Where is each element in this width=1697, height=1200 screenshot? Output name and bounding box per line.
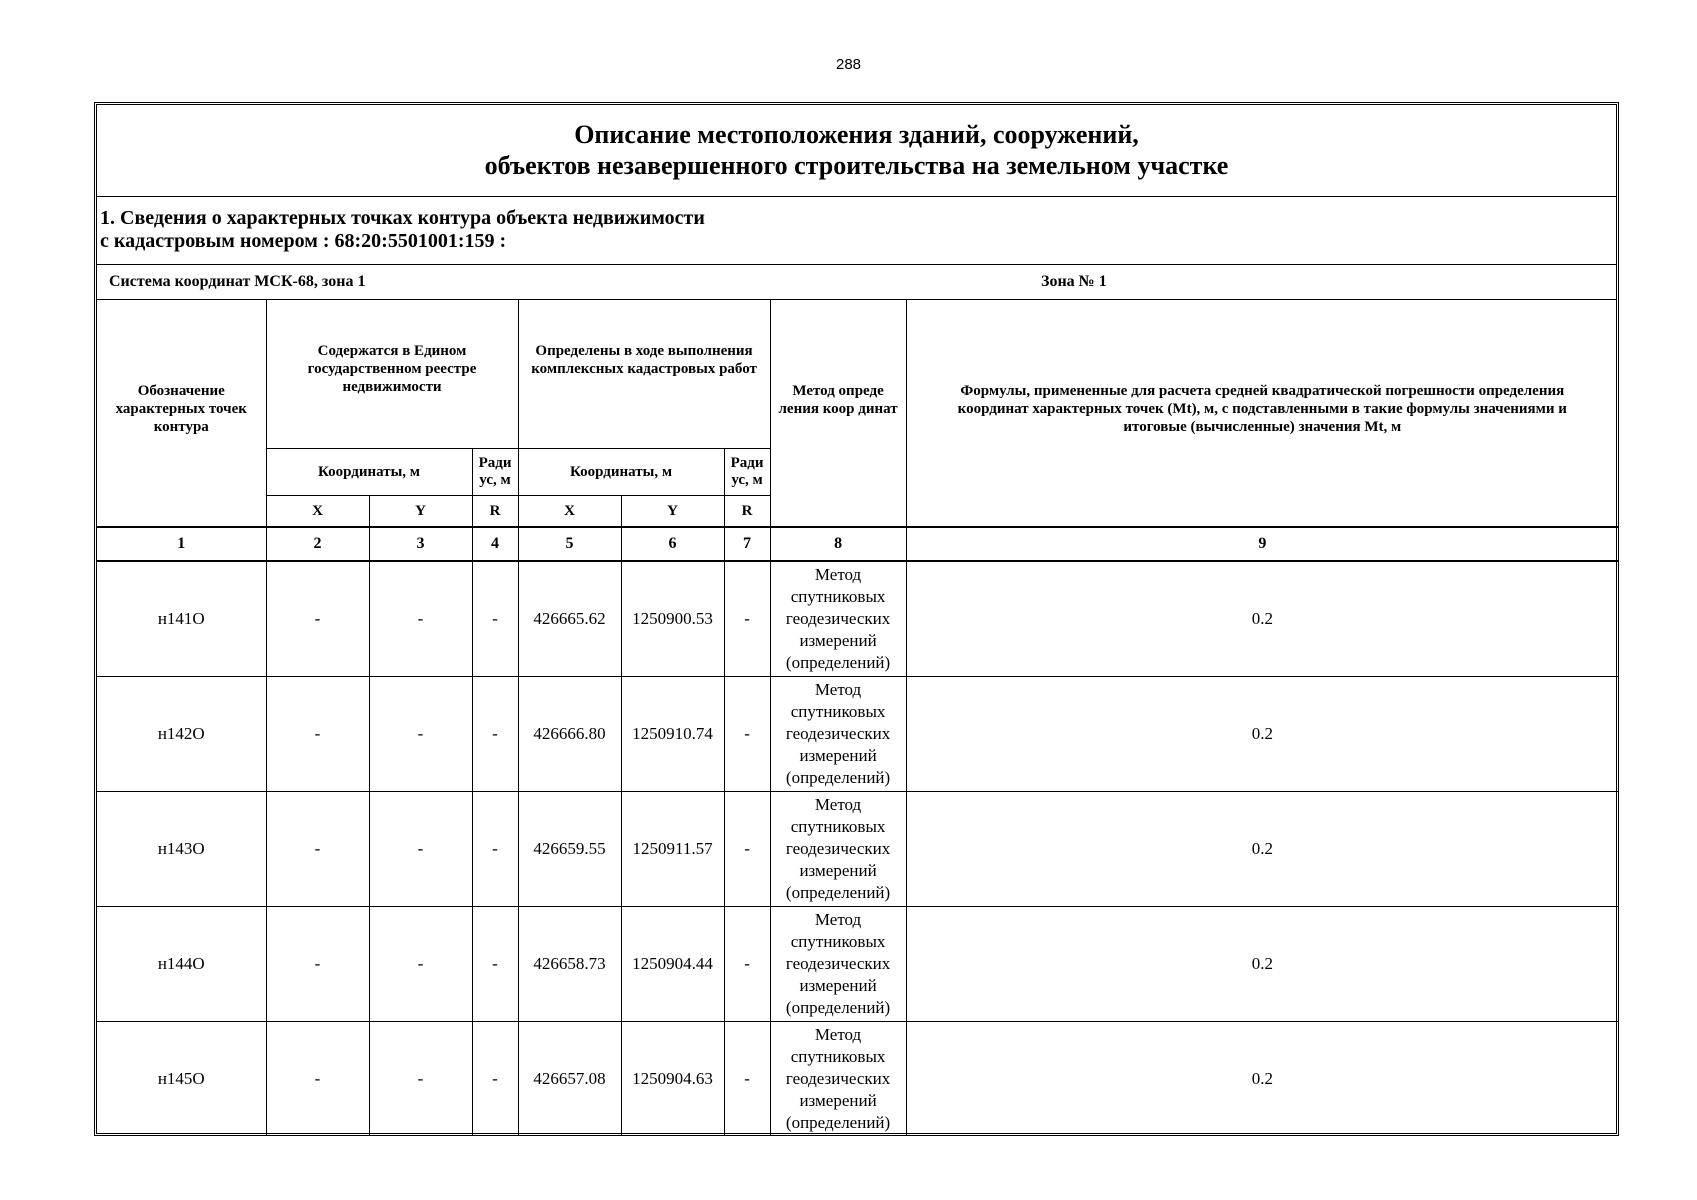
egrn-y-value: -: [369, 676, 472, 791]
egrn-y-value: -: [369, 561, 472, 676]
header-method: Метод опреде ления коор динат: [770, 300, 906, 527]
kkr-y-value: 1250900.53: [621, 561, 724, 676]
method-value: Метод спутниковых геодезических измерений (определений): [770, 676, 906, 791]
column-number: 8: [770, 527, 906, 561]
method-value: Метод спутниковых геодезических измерений (определений): [770, 791, 906, 906]
header-point-designation: Обозначение характерных точек контура: [97, 300, 266, 527]
method-value: Метод спутниковых геодезических измерений (определений): [770, 906, 906, 1021]
egrn-x-value: -: [266, 791, 369, 906]
table-row: [97, 791, 1618, 906]
header-kkr-coords: Координаты, м: [518, 448, 724, 495]
title-line-1: Описание местоположения зданий, сооружений,: [574, 120, 1139, 149]
kkr-r-value: -: [724, 561, 770, 676]
egrn-x-value: -: [266, 906, 369, 1021]
kkr-x-value: 426657.08: [518, 1021, 621, 1136]
egrn-r-value: -: [472, 561, 518, 676]
point-designation: н141О: [97, 561, 266, 676]
column-number: 5: [518, 527, 621, 561]
point-designation: н143О: [97, 791, 266, 906]
header-egrn-x: X: [266, 495, 369, 527]
page-number: 288: [835, 56, 862, 73]
column-number: 3: [369, 527, 472, 561]
method-value: Метод спутниковых геодезических измерений (определений): [770, 561, 906, 676]
kkr-y-value: 1250910.74: [621, 676, 724, 791]
coordinate-system: Система координат МСК-68, зона 1: [109, 273, 366, 290]
column-number: 6: [621, 527, 724, 561]
kkr-y-value: 1250911.57: [621, 791, 724, 906]
mt-value: 0.2: [906, 676, 1618, 791]
egrn-r-value: -: [472, 906, 518, 1021]
egrn-r-value: -: [472, 1021, 518, 1136]
header-kkr-r: R: [724, 495, 770, 527]
table-row: [97, 906, 1618, 1021]
mt-value: 0.2: [906, 1021, 1618, 1136]
mt-value: 0.2: [906, 906, 1618, 1021]
header-egrn-coords: Координаты, м: [266, 448, 472, 495]
header-row-1: [97, 300, 1618, 448]
kkr-r-value: -: [724, 1021, 770, 1136]
kkr-r-value: -: [724, 906, 770, 1021]
egrn-x-value: -: [266, 676, 369, 791]
header-kkr-radius: Ради ус, м: [724, 448, 770, 495]
point-designation: н142О: [97, 676, 266, 791]
header-egrn-r: R: [472, 495, 518, 527]
egrn-r-value: -: [472, 676, 518, 791]
table-row: [97, 561, 1618, 676]
document-title: [97, 105, 1616, 197]
column-number: 2: [266, 527, 369, 561]
mt-value: 0.2: [906, 561, 1618, 676]
title-line-2: объектов незавершенного строительства на земельном участке: [484, 151, 1229, 180]
column-number: 9: [906, 527, 1618, 561]
section-heading: [97, 197, 1616, 265]
point-designation: н145О: [97, 1021, 266, 1136]
point-designation: н144О: [97, 906, 266, 1021]
section-line-2: с кадастровым номером : 68:20:5501001:159 :: [100, 230, 507, 252]
kkr-y-value: 1250904.44: [621, 906, 724, 1021]
kkr-x-value: 426666.80: [518, 676, 621, 791]
points-table: [97, 300, 1618, 1136]
kkr-x-value: 426665.62: [518, 561, 621, 676]
column-number: 7: [724, 527, 770, 561]
header-egrn-group: Содержатся в Едином государственном реестре недвижимости: [266, 300, 518, 448]
header-kkr-group: Определены в ходе выполнения комплексных кадастровых работ: [518, 300, 770, 448]
column-number-row: [97, 527, 1618, 561]
table-row: [97, 1021, 1618, 1136]
method-value: Метод спутниковых геодезических измерений (определений): [770, 1021, 906, 1136]
kkr-x-value: 426659.55: [518, 791, 621, 906]
egrn-r-value: -: [472, 791, 518, 906]
egrn-x-value: -: [266, 561, 369, 676]
kkr-y-value: 1250904.63: [621, 1021, 724, 1136]
zone-label: Зона № 1: [1041, 273, 1107, 290]
kkr-x-value: 426658.73: [518, 906, 621, 1021]
column-number: 1: [97, 527, 266, 561]
section-line-1: 1. Сведения о характерных точках контура объекта недвижимости: [100, 207, 705, 229]
kkr-r-value: -: [724, 791, 770, 906]
egrn-x-value: -: [266, 1021, 369, 1136]
kkr-r-value: -: [724, 676, 770, 791]
coordinate-system-row: [97, 265, 1616, 300]
header-egrn-y: Y: [369, 495, 472, 527]
mt-value: 0.2: [906, 791, 1618, 906]
table-row: [97, 676, 1618, 791]
header-egrn-radius: Ради ус, м: [472, 448, 518, 495]
document-sheet: [94, 102, 1619, 1136]
egrn-y-value: -: [369, 791, 472, 906]
egrn-y-value: -: [369, 906, 472, 1021]
header-kkr-y: Y: [621, 495, 724, 527]
header-formulas: Формулы, примененные для расчета средней квадратической погрешности определения координат характерных точек (Mt), м, с подставленными в такие формулы значениями и итоговые (вычисленные) значения Mt, м: [906, 300, 1618, 527]
column-number: 4: [472, 527, 518, 561]
egrn-y-value: -: [369, 1021, 472, 1136]
header-kkr-x: X: [518, 495, 621, 527]
